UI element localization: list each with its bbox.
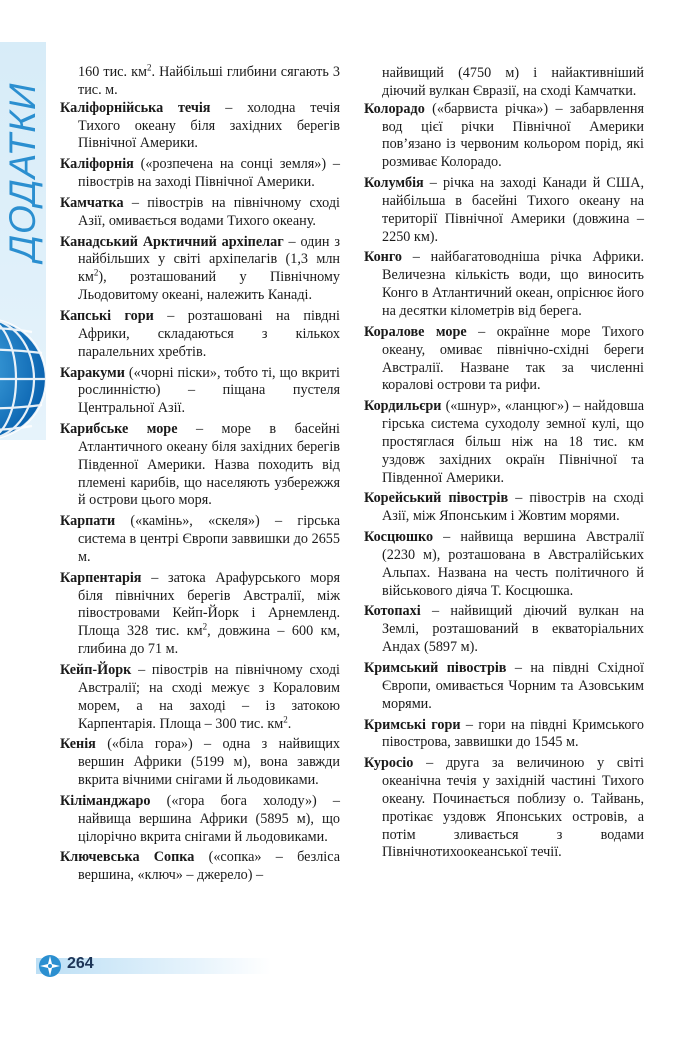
entry-text: («барвиста річка») – забарвлення вод цієї річки Північної Америки пов’язано із червоним кольором порід, які розмиває Колорадо. (382, 100, 644, 171)
entry-koreiskyi-pivostriv (364, 490, 644, 526)
page-number: 264 (67, 955, 94, 972)
entry-kolorado (364, 101, 644, 172)
entry-term: Капські гори (60, 307, 154, 324)
continued-text: найвищий (4750 м) і найактивніший діючий вулкан Євразії, на сході Камчатки. (382, 65, 644, 99)
entry-text: – найбагатоводніша річка Африки. Величезна кількість води, що виносить Конго в Атлантичний океан, опріснює його на десятки кілометрів від берега. (382, 249, 644, 319)
entry-karpaty (60, 513, 340, 567)
entry-term: Конго (364, 249, 403, 266)
right-column (364, 65, 644, 865)
entry-text: – на півдні Східної Європи, омивається Чорним та Азовським морями. (382, 660, 644, 712)
entry-krymskyi-pivostriv (364, 660, 644, 714)
entry-kaliforniiska-techiia (60, 100, 340, 154)
globe-icon (0, 318, 46, 440)
entry-term: Каліфорнійська течія (60, 99, 211, 116)
entry-text: («гора бога холоду») – найвища вершина Африки (5895 м), що цілорічно вкрита снігами й льодовиками. (78, 792, 340, 845)
entry-term: Карибське море (60, 421, 178, 438)
entry-text: («камінь», «скеля») – гірська система в центрі Європи заввишки до 2655 м. (78, 513, 340, 565)
entry-text: – річка на заході Канади й США, найбільша в басейні Тихого океану на території Північної Америки (довжина – 2250 км). (382, 175, 644, 245)
entry-text: – один з найбільших у світі архіпелагів (1,3 млн $км^2$), розташований у Північному Льодовитому океані, належить Канаді. (78, 233, 340, 304)
entry-term: Каракуми (60, 364, 125, 381)
entry-kostsiushko (364, 529, 644, 600)
entry-kapski-hory (60, 308, 340, 362)
entry-term: Куросіо (364, 755, 414, 772)
entry-term: Камчатка (60, 194, 124, 211)
entry-kordyliery (364, 398, 644, 487)
entry-text: – море в басейні Атлантичного океану біля західних берегів Південної Америки. Назва походить від племені карибів, що населяють узбережжя й острови цього моря. (78, 421, 341, 509)
entry-text: – найвища вершина Австралії (2230 м), розташована в Австралійських Альпах. Названа на честь політичного й військового діяча Т. Косцюшка. (382, 529, 644, 599)
entry-text: («сопка» – безліса вершина, «ключ» – джерело) – (78, 849, 340, 884)
entry-text: – затока Арафурського моря біля північних берегів Австралії, між півостровами Кейп-Йорк і Арнемленд. Площа 328 тис. $км^2$, довжина – 600 км, глибина до 71 м. (78, 569, 340, 658)
superscript-2: 2 (146, 62, 152, 73)
entry-kliuchevska-sopka (60, 849, 340, 885)
entry-term: Кенія (60, 736, 96, 753)
entry-term: Косцюшко (364, 529, 434, 546)
left-column (60, 64, 340, 888)
entry-keip-iork (60, 662, 340, 733)
entry-term: Корейський півострів (364, 490, 509, 507)
entry-text: – холодна течія Тихого океану біля західних берегів Північної Америки. (78, 99, 340, 152)
superscript-2: 2 (93, 267, 99, 278)
entry-text: – друга за величиною у світі океанічна течія у західній частині Тихого океану. Починається поблизу о. Тайвань, протікає уздовж Японських островів, а потім зливається з водами Північнотихоокеанської течії. (382, 755, 644, 861)
entry-text: – півострів на сході Азії, між Японським і Жовтим морями. (382, 490, 644, 525)
entry-text: («розпечена на сонці земля») – півострів на заході Північної Америки. (78, 156, 340, 191)
entry-kaliforniia (60, 156, 340, 192)
entry-text: – півострів на північному сході Австралії; на сході межує з Кораловим морем, а на заході – із затокою Карпентарія. Площа – 300 тис. $км^2$. (78, 662, 340, 732)
compass-star-icon (38, 954, 62, 978)
entry-term: Кіліманджаро (60, 792, 151, 809)
entry-term: Коралове море (364, 323, 467, 340)
entry-krymski-hory (364, 717, 644, 753)
entry-term: Кримські гори (364, 716, 461, 733)
superscript-2: 2 (283, 713, 288, 724)
entry-karybske-more (60, 421, 340, 510)
entry-text: («шнур», «ланцюг») – найдовша гірська система суходолу земної кулі, що простяглася більш ніж на 18 тис. км уздовж західних окраїн Північної та Південної Америки. (382, 398, 644, 486)
entry-karpentariia (60, 570, 340, 659)
entry-karakumy (60, 365, 340, 419)
entry-kilimandzharo (60, 793, 340, 847)
entry-kanadskyi-arkhipelah (60, 234, 340, 305)
entry-term: Ключевська Сопка (60, 849, 195, 866)
entry-kurosio (364, 755, 644, 862)
entry-term: Кордильєри (364, 398, 442, 415)
entry-text: – найвищий діючий вулкан на Землі, розташований в екваторіальних Андах (5897 м). (382, 603, 644, 656)
entry-text: («біла гора») – одна з найвищих вершин Африки (5199 м), вона завжди вкрита вічними снігами й льодовиками. (78, 736, 340, 789)
entry-text: («чорні піски», тобто ті, що вкриті рослинністю) – піщана пустеля Центральної Азії. (78, 364, 340, 417)
entry-term: Кейп-Йорк (60, 662, 132, 678)
entry-text: – розташовані на півдні Африки, складаються з кількох паралельних хребтів. (78, 307, 340, 360)
entry-koralove-more (364, 324, 644, 395)
entry-text: – окраїнне море Тихого океану, омиває північно-східні береги Австралії. Назване так за численні коралові острови та рифи. (382, 323, 644, 394)
entry-term: Канадський Арктичний архіпелаг (60, 233, 284, 250)
entry-term: Карпентарія (60, 569, 142, 586)
entry-kamchatka (60, 195, 340, 231)
entry-text: – півострів на північному сході Азії, омивається водами Тихого океану. (78, 194, 340, 229)
entry-text: – гори на півдні Кримського півострова, заввишки до 1545 м. (382, 716, 644, 751)
section-title: ДОДАТКИ (2, 82, 43, 262)
continued-text: 160 тис. $км^2$. Найбільші глибини сягають 3 тис. м. (78, 62, 340, 98)
entry-term: Карпати (60, 513, 116, 530)
entry-term: Каліфорнія (60, 156, 134, 173)
entry-konho (364, 249, 644, 320)
entry-kotopakhi (364, 603, 644, 657)
superscript-2: 2 (202, 621, 208, 632)
entry-term: Колорадо (364, 100, 425, 117)
entry-term: Котопахі (364, 603, 421, 620)
entry-term: Колумбія (364, 175, 424, 192)
entry-keniia (60, 736, 340, 790)
entry-kolumbiia (364, 175, 644, 246)
entry-term: Кримський півострів (364, 660, 507, 676)
